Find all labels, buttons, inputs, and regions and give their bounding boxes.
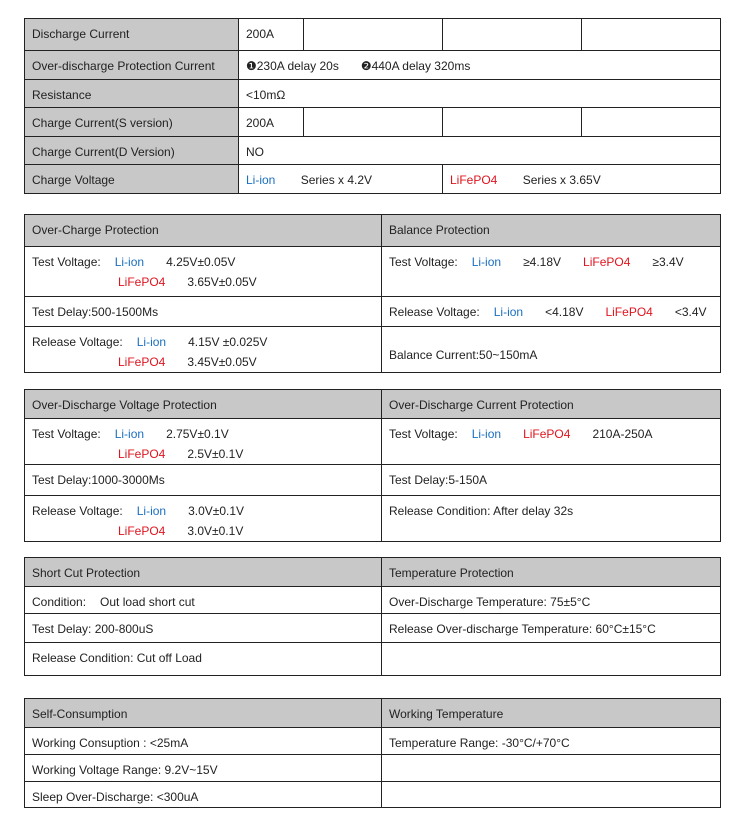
table-cell (25, 755, 382, 782)
li-ion-label: Li-ion (114, 427, 145, 441)
cell-text: Test Delay:500-1500Ms (32, 305, 159, 319)
cell-text: Temperature Range: -30°C/+70°C (389, 736, 570, 750)
table-cell (25, 587, 382, 614)
table-cell (382, 755, 721, 782)
cell-line (32, 704, 374, 724)
cell-line (32, 272, 374, 292)
cell-line (32, 352, 374, 372)
cell-line (389, 704, 713, 724)
cell-line (32, 592, 374, 612)
cell-text: Working Consuption : <25mA (32, 736, 189, 750)
cell-line (246, 170, 435, 190)
cell-line (450, 170, 713, 190)
table-cell (382, 728, 721, 755)
table-row (25, 327, 721, 373)
li-ion-label: Li-ion (246, 173, 276, 187)
cell-text: Test Voltage: (389, 427, 458, 441)
cell-line (246, 142, 713, 162)
table-cell (304, 19, 443, 51)
table-row (25, 80, 721, 108)
lifepo4-label: LiFePO4 (118, 355, 166, 369)
cell-text: Temperature Protection (389, 566, 514, 580)
table-row (25, 614, 721, 643)
cell-text: ❷440A delay 320ms (360, 59, 471, 73)
cell-line (389, 501, 713, 521)
cell-text: <4.18V (545, 305, 584, 319)
table-row (25, 782, 721, 808)
table-row (25, 587, 721, 614)
table-cell (304, 108, 443, 137)
cell-text: Test Voltage: (32, 255, 101, 269)
consumption-temperature-table (24, 698, 721, 808)
header-cell (382, 390, 721, 419)
table-row (25, 465, 721, 496)
table-cell (239, 51, 721, 80)
table-cell (443, 19, 582, 51)
li-ion-label: Li-ion (114, 255, 145, 269)
cell-line (32, 332, 374, 352)
cell-text: Test Delay:1000-3000Ms (32, 473, 165, 487)
table-cell (443, 165, 721, 194)
table-cell (25, 643, 382, 676)
cell-text: Charge Voltage (32, 173, 115, 187)
cell-line (32, 302, 374, 322)
cell-text: 3.45V±0.05V (187, 355, 257, 369)
header-cell (382, 215, 721, 247)
cell-line (32, 733, 374, 753)
header-cell (25, 137, 239, 165)
table-cell (382, 643, 721, 676)
cell-line (32, 521, 374, 541)
table-header-row (25, 215, 721, 247)
cell-line (32, 24, 231, 44)
cell-text: Charge Current(S version) (32, 116, 173, 130)
table-header-row (25, 390, 721, 419)
cell-line (32, 170, 231, 190)
cell-line (32, 85, 231, 105)
table-cell (239, 137, 721, 165)
cell-text: 2.75V±0.1V (166, 427, 229, 441)
table-cell (382, 496, 721, 542)
table-cell (239, 19, 304, 51)
lifepo4-label: LiFePO4 (450, 173, 498, 187)
cell-text: Balance Protection (389, 223, 490, 237)
cell-text: Over-Discharge Current Protection (389, 398, 574, 412)
table-cell (382, 327, 721, 373)
table-cell (239, 108, 304, 137)
table-cell (25, 247, 382, 297)
header-cell (25, 699, 382, 728)
cell-line (389, 345, 713, 365)
header-cell (25, 390, 382, 419)
header-cell (382, 699, 721, 728)
cell-text: 210A-250A (592, 427, 653, 441)
cell-line (246, 85, 713, 105)
cell-text: Over-discharge Protection Current (32, 59, 215, 73)
cell-text: Release Voltage: (32, 335, 123, 349)
li-ion-label: Li-ion (136, 504, 167, 518)
cell-text: Release Voltage: (32, 504, 123, 518)
header-cell (25, 215, 382, 247)
cell-line (32, 470, 374, 490)
table-row (25, 496, 721, 542)
cell-line (246, 113, 296, 133)
cell-text: Test Voltage: (389, 255, 458, 269)
cell-line (32, 787, 374, 807)
header-cell (25, 558, 382, 587)
cell-text: 200A (246, 27, 275, 41)
table-cell (239, 80, 721, 108)
table-row (25, 165, 721, 194)
cell-text: 4.25V±0.05V (166, 255, 236, 269)
cell-line (246, 56, 713, 76)
table-cell (25, 327, 382, 373)
table-header-row (25, 558, 721, 587)
discharge-protection-table (24, 389, 721, 542)
table-cell (25, 419, 382, 465)
header-cell (25, 80, 239, 108)
cell-text: Discharge Current (32, 27, 130, 41)
cell-text: Release Over-discharge Temperature: 60°C±15°C (389, 622, 656, 636)
li-ion-label: Li-ion (471, 427, 502, 441)
cell-text: Release Condition: Cut off Load (32, 651, 202, 665)
cell-text: <3.4V (674, 305, 707, 319)
cell-line (32, 619, 374, 639)
cell-line (246, 24, 296, 44)
cell-text: 200A (246, 116, 275, 130)
table-row (25, 419, 721, 465)
header-cell (382, 558, 721, 587)
table-row (25, 19, 721, 51)
cell-text: NO (246, 145, 264, 159)
cell-line (32, 142, 231, 162)
cell-line (389, 395, 713, 415)
table-cell (382, 587, 721, 614)
li-ion-label: Li-ion (493, 305, 524, 319)
table-cell (582, 19, 721, 51)
cell-text: Out load short cut (100, 595, 195, 609)
cell-text: 3.0V±0.1V (188, 504, 245, 518)
table-cell (382, 782, 721, 808)
table-cell (382, 419, 721, 465)
table-cell (25, 782, 382, 808)
table-cell (239, 165, 443, 194)
cell-line (32, 444, 374, 464)
cell-text: Test Delay: 200-800uS (32, 622, 154, 636)
header-cell (25, 51, 239, 80)
table-cell (25, 614, 382, 643)
cell-text: Series x 4.2V (297, 173, 373, 187)
cell-line (32, 760, 374, 780)
cell-text: 3.65V±0.05V (187, 275, 257, 289)
cell-text: <10mΩ (246, 88, 286, 102)
cell-text: Charge Current(D Version) (32, 145, 175, 159)
cell-line (389, 252, 713, 272)
lifepo4-label: LiFePO4 (118, 447, 166, 461)
table-cell (382, 614, 721, 643)
cell-text: 2.5V±0.1V (187, 447, 244, 461)
cell-text: Over-Charge Protection (32, 223, 159, 237)
table-row (25, 728, 721, 755)
battery-spec-table (24, 18, 721, 194)
cell-text: Test Voltage: (32, 427, 101, 441)
cell-text: 4.15V ±0.025V (188, 335, 268, 349)
cell-text: Condition: (32, 595, 87, 609)
cell-text: 3.0V±0.1V (187, 524, 244, 538)
lifepo4-label: LiFePO4 (523, 427, 571, 441)
cell-text: Release Condition: After delay 32s (389, 504, 574, 518)
header-cell (25, 108, 239, 137)
short-temperature-table (24, 557, 721, 676)
cell-line (389, 592, 713, 612)
table-cell (382, 297, 721, 327)
cell-line (32, 395, 374, 415)
cell-text: Over-Discharge Temperature: 75±5°C (389, 595, 591, 609)
table-cell (443, 108, 582, 137)
cell-line (389, 470, 713, 490)
table-row (25, 51, 721, 80)
li-ion-label: Li-ion (136, 335, 167, 349)
cell-text: Over-Discharge Voltage Protection (32, 398, 217, 412)
cell-line (32, 501, 374, 521)
cell-line (389, 563, 713, 583)
cell-line (389, 733, 713, 753)
table-cell (25, 728, 382, 755)
table-row (25, 755, 721, 782)
lifepo4-label: LiFePO4 (118, 524, 166, 538)
cell-line (32, 424, 374, 444)
table-cell (25, 465, 382, 496)
table-cell (25, 297, 382, 327)
cell-line (32, 252, 374, 272)
lifepo4-label: LiFePO4 (605, 305, 653, 319)
table-cell (582, 108, 721, 137)
table-header-row (25, 699, 721, 728)
table-row (25, 643, 721, 676)
header-cell (25, 19, 239, 51)
cell-line (389, 302, 713, 322)
cell-text: Release Voltage: (389, 305, 480, 319)
lifepo4-label: LiFePO4 (118, 275, 166, 289)
table-cell (382, 465, 721, 496)
cell-line (32, 220, 374, 240)
table-row (25, 108, 721, 137)
cell-line (32, 56, 231, 76)
cell-line (32, 648, 374, 668)
cell-text: ≥4.18V (523, 255, 562, 269)
cell-text: Sleep Over-Discharge: <300uA (32, 790, 199, 804)
lifepo4-label: LiFePO4 (583, 255, 631, 269)
cell-text: Short Cut Protection (32, 566, 141, 580)
table-row (25, 247, 721, 297)
cell-line (32, 113, 231, 133)
cell-line (389, 424, 713, 444)
charge-balance-table (24, 214, 721, 373)
table-cell (25, 496, 382, 542)
table-row (25, 137, 721, 165)
cell-text: Self-Consumption (32, 707, 128, 721)
cell-text: Balance Current:50~150mA (389, 348, 538, 362)
cell-text: Resistance (32, 88, 92, 102)
li-ion-label: Li-ion (471, 255, 502, 269)
cell-text: Working Voltage Range: 9.2V~15V (32, 763, 218, 777)
cell-line (389, 220, 713, 240)
header-cell (25, 165, 239, 194)
cell-text: ≥3.4V (652, 255, 684, 269)
cell-text: ❶230A delay 20s (246, 59, 339, 73)
table-cell (382, 247, 721, 297)
table-row (25, 297, 721, 327)
cell-text: Working Temperature (389, 707, 504, 721)
cell-text: Test Delay:5-150A (389, 473, 488, 487)
cell-text: Series x 3.65V (519, 173, 601, 187)
cell-line (389, 619, 713, 639)
cell-line (32, 563, 374, 583)
